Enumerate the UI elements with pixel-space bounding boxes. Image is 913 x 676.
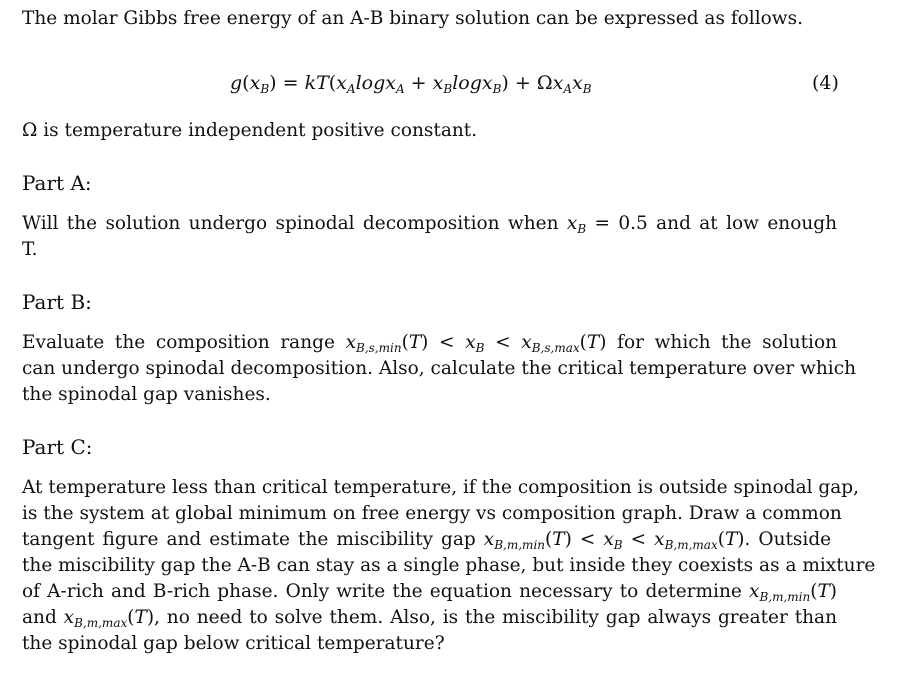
part-c-line-3: tangent figure and estimate the miscibility gap $x_{B,m,min}(T) < x_B < x_{B,m,max}(T)$. Outside	[22, 529, 832, 552]
part-c-line-2: is the system at global minimum on free energy vs composition graph. Draw a common	[22, 503, 842, 524]
part-a-heading: Part A:	[22, 171, 92, 195]
part-b-line-3: the spinodal gap vanishes.	[22, 384, 271, 405]
gibbs-equation: $g(x_B) = kT(x_A\log x_A + x_B\log x_B) + \Omega x_Ax_B$	[230, 72, 592, 96]
omega-note: Ω is temperature independent positive constant.	[22, 120, 478, 141]
part-c-line-1: At temperature less than critical temperature, if the composition is outside spinodal gap,	[22, 477, 859, 498]
part-c-line-7: the spinodal gap below critical temperature?	[22, 633, 445, 654]
part-a-line-1: Will the solution undergo spinodal decomposition when $x_B = 0.5$ and at low enough	[22, 213, 838, 236]
equation-number: (4)	[812, 72, 839, 94]
part-c-line-5: of A-rich and B-rich phase. Only write the equation necessary to determine $x_{B,m,min}(T)$	[22, 581, 837, 604]
part-b-line-2: can undergo spinodal decomposition. Also, calculate the critical temperature over which	[22, 358, 856, 379]
part-b-heading: Part B:	[22, 290, 92, 314]
part-c-line-6: and $x_{B,m,max}(T)$, no need to solve them. Also, is the miscibility gap always greater than	[22, 607, 837, 630]
part-b-line-1: Evaluate the composition range $x_{B,s,min}(T) < x_B < x_{B,s,max}(T)$ for which the solution	[22, 332, 838, 355]
part-c-line-4: the miscibility gap the A-B can stay as a single phase, but inside they coexists as a mixture	[22, 555, 876, 576]
part-a-line-2: T.	[22, 239, 38, 260]
part-c-heading: Part C:	[22, 435, 93, 459]
intro-text: The molar Gibbs free energy of an A-B binary solution can be expressed as follows.	[22, 8, 803, 29]
